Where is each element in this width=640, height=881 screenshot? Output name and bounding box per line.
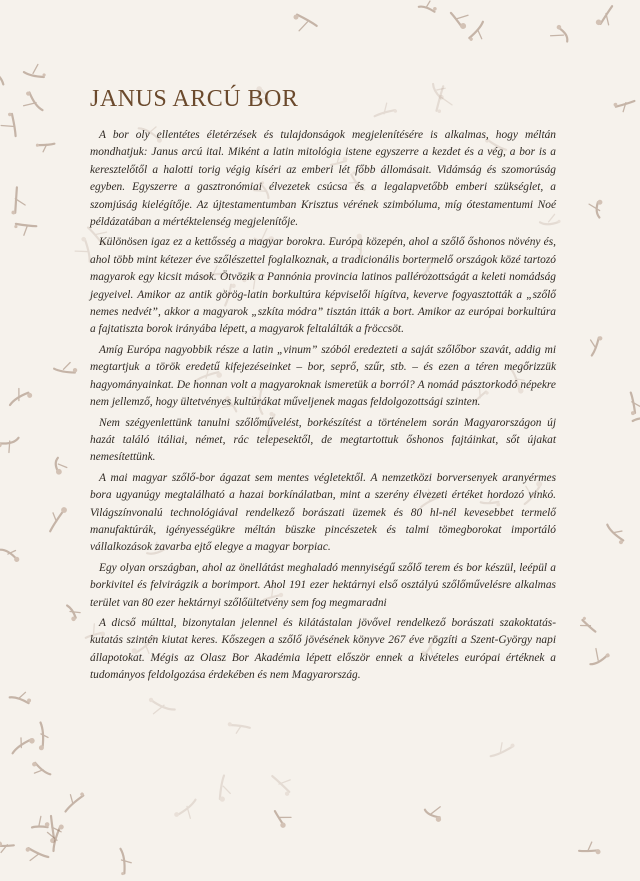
paragraph-1: A bor oly ellentétes életérzések és tulajdonságok megjelenítésére is alkalmas, hogy méltán mondhatjuk: Janus arcú ital. Miként a latin mitológia istene egyszerre a kezdet és a vég, a bor is a keresztelőtől a halotti torig végig kíséri az emberi lét főbb állomásait. Vidámság és szomorúság egyben. Egyszerre a gasztronómiai élvezetek csúcsa és a legalapvetőbb emberi szükséglet, a szomjúság kielégítője. Az újtestamentumban Krisztus vérének szimbóluma, míg ótestamentumi Noé példázatában a mértéktelenség megjelenítője. xyxy=(90,129,556,229)
vine-sprig-icon xyxy=(55,457,67,475)
paragraph-3: Amíg Európa nagyobbik része a latin „vinum” szóból eredezteti a saját szőlőbor szavát, addig mi megtartjuk a török eredetű kifejezéseinket – bor, seprő, szűr, stb. – és ezen a téren megőrizzük hagyományainkat. De honnan volt a magyaroknak ismeretük a borról? A nomád pásztorkodó népekre nem jellemző, hogy ültetvényes kultúrákat műveljenek magas feldolgozottsági szinten. xyxy=(90,343,556,409)
vine-sprig-icon xyxy=(578,616,597,636)
vine-sprig-icon xyxy=(72,236,92,264)
vine-sprig-icon xyxy=(629,392,640,416)
vine-sprig-icon xyxy=(423,801,447,823)
vine-sprig-icon xyxy=(273,806,294,829)
vine-sprig-icon xyxy=(0,841,14,853)
vine-sprig-icon xyxy=(220,775,232,802)
paragraph-4: Nem szégyenlettünk tanulni szőlőművelést, borkészítést a történelem során Magyarországon új hazát találó itáliai, német, rác telepesektől, de megtartottuk őshonos fajtáinkat, sőt újakat nemesítettünk. xyxy=(90,416,556,464)
vine-sprig-icon xyxy=(606,520,628,545)
vine-sprig-icon xyxy=(24,63,47,78)
vine-sprig-icon xyxy=(173,798,202,825)
vine-sprig-icon xyxy=(449,5,473,30)
vine-sprig-icon xyxy=(589,199,603,217)
vine-sprig-icon xyxy=(65,602,82,622)
vine-sprig-icon xyxy=(22,847,49,866)
paragraph-6: Egy olyan országban, ahol az önellátást meghaladó mennyiségű szőlő terem és bor készül, leépül a borkivitel és felvirágzik a borimport. Ahol 191 ezer hektárnyi első osztályú szőlőművelésre alkalmas terület van 80 ezer hektárnyi szőlőültetvény sem fog megmaradni xyxy=(90,561,556,609)
vine-sprig-icon xyxy=(226,722,250,736)
vine-sprig-icon xyxy=(14,224,36,236)
vine-sprig-icon xyxy=(585,644,610,666)
vine-sprig-icon xyxy=(30,815,50,830)
vine-sprig-icon xyxy=(44,503,68,533)
vine-sprig-icon xyxy=(548,24,569,47)
vine-sprig-icon xyxy=(613,99,636,113)
vine-sprig-icon xyxy=(8,732,36,755)
vine-sprig-icon xyxy=(54,361,78,372)
vine-sprig-icon xyxy=(595,4,620,30)
vine-sprig-icon xyxy=(289,14,318,37)
article-body xyxy=(90,127,556,685)
vine-sprig-icon xyxy=(18,91,44,118)
vine-sprig-icon xyxy=(5,385,33,408)
vine-sprig-icon xyxy=(38,722,48,750)
vine-sprig-icon xyxy=(579,841,601,854)
vine-sprig-icon xyxy=(119,848,132,875)
vine-sprig-icon xyxy=(468,21,490,46)
vine-sprig-icon xyxy=(0,435,22,455)
paragraph-2: Különösen igaz ez a kettősség a magyar borokra. Európa közepén, ahol a szőlő őshonos növény és, ahol több mint kétezer éve szőlészettel foglalkoznak, a tradicionális bortermelő országok közé tartozó magyarok egy kicsit mások. Ötvözik a Pannónia provincia latinos pallérozottságát a keleti nomádság jegyeivel. Amikor az antik görög-latin borkultúra képviselői hígítva, keverve fogyasztották a „szőlő nemes nedvét”, akkor a magyarok „szkíta módra” tisztán itták a bort. Amikor az európai borkultúra a fajtatiszta borok irányába lépett, a magyarok feltalálták a fröccsöt. xyxy=(90,236,556,336)
page-title: JANUS ARCÚ BOR xyxy=(90,86,299,112)
vine-sprig-icon xyxy=(60,787,85,812)
vine-sprig-icon xyxy=(11,187,27,216)
vine-sprig-icon xyxy=(585,333,603,357)
vine-sprig-icon xyxy=(0,112,18,139)
vine-sprig-icon xyxy=(0,62,5,91)
paragraph-7: A dicső múlttal, bizonytalan jelennel és kilátástalan jövővel rendelkező borászati szakoktatás-kutatás szintén kiutat keres. Kőszegen a szőlő jövésének könyve 267 éve rögzíti a Szent-György napi állapotokat. Mégis az Olasz Bor Akadémia lépett először ennek a kivételes európai értéknek a tudományos feldolgozása érdekében és nem Magyarország. xyxy=(90,616,556,682)
vine-sprig-icon xyxy=(488,738,516,758)
vine-sprig-icon xyxy=(418,0,437,12)
vine-sprig-icon xyxy=(28,761,51,780)
vine-sprig-icon xyxy=(9,690,32,703)
paragraph-5: A mai magyar szőlő-bor ágazat sem mentes végletektől. A nemzetközi borversenyek aranyérmes bora ugyanúgy megtalálható a hazai borkínálatban, mint a szerény élvezeti értéket hordozó vinkó. Világszínvonalú technológiával rendelkező borászati üzemek és 80 hl-nél kevesebbet termelő manufaktúrák, igényességükre méltán büszke pincészetek és talmi tömegborokat importáló vállalkozások zavarba ejtő elegye a magyar borpiac. xyxy=(90,471,556,554)
vine-sprig-icon xyxy=(0,544,23,563)
vine-sprig-icon xyxy=(145,697,176,720)
page-content xyxy=(90,86,556,688)
vine-sprig-icon xyxy=(36,142,55,152)
vine-sprig-icon xyxy=(271,769,298,797)
